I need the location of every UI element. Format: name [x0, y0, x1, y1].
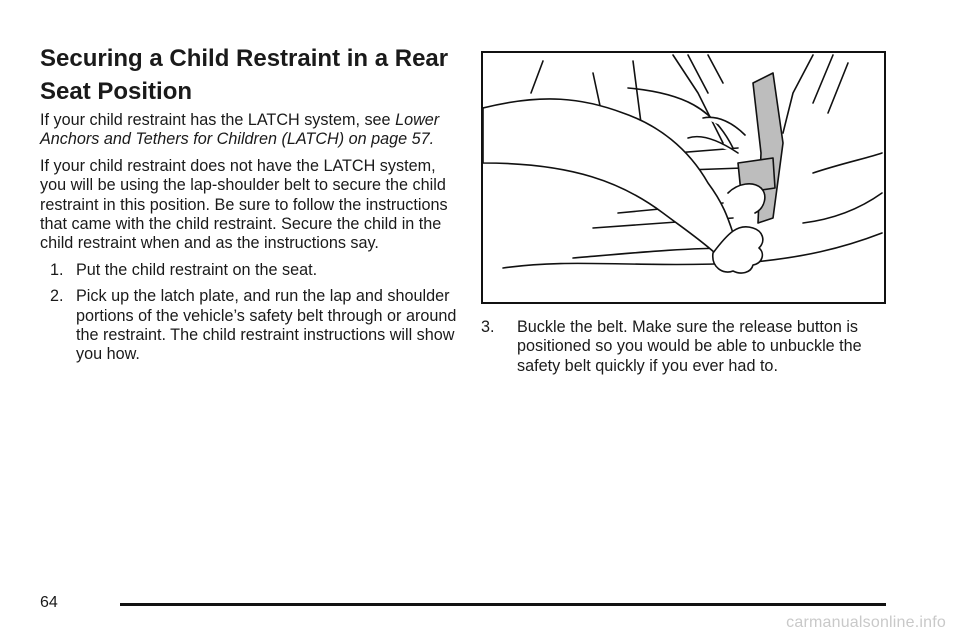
page-title: Securing a Child Restraint in a Rear Seat Position: [40, 45, 449, 105]
latch-page-reference: Lower Anchors and Tethers for Children (LATCH) on page 57: [40, 111, 440, 149]
seat-belt-illustration: [481, 51, 886, 304]
intro-period: .: [429, 130, 435, 149]
page-number: 64: [40, 594, 58, 611]
step-number: 2.: [50, 287, 64, 306]
hand-buckling-seat-belt-icon: [483, 53, 884, 302]
step-number: 1.: [50, 260, 64, 279]
intro-text: If your child restraint has the LATCH system, see: [40, 111, 396, 129]
footer-divider: [120, 603, 886, 606]
step-text: Buckle the belt. Make sure the release button is positioned so you would be able to unbuckle the safety belt quickly if you ever had to.: [517, 318, 862, 375]
step-text: Pick up the latch plate, and run the lap and shoulder portions of the vehicle’s safety belt through or around the restraint. The child restraint instructions will show you how.: [76, 287, 457, 364]
watermark: carmanualsonline.info: [786, 614, 946, 631]
step-number: 3.: [481, 318, 495, 336]
steps-list: [40, 261, 460, 365]
step-item: [40, 261, 460, 280]
arm-and-hand: [483, 99, 765, 273]
instructions-paragraph: If your child restraint does not have the LATCH system, you will be using the lap-shoulder belt to secure the child restraint in this position. Be sure to follow the instructions that came with the child restraint. Secure the child in the child restraint when and as the instructions say.: [40, 156, 448, 253]
left-column: [40, 111, 460, 372]
right-column: [481, 318, 901, 383]
step-text: Put the child restraint on the seat.: [76, 260, 318, 279]
steps-list-continued: [481, 318, 901, 376]
intro-paragraph: [40, 111, 460, 150]
step-item: [40, 287, 460, 365]
step-item: [481, 318, 901, 376]
